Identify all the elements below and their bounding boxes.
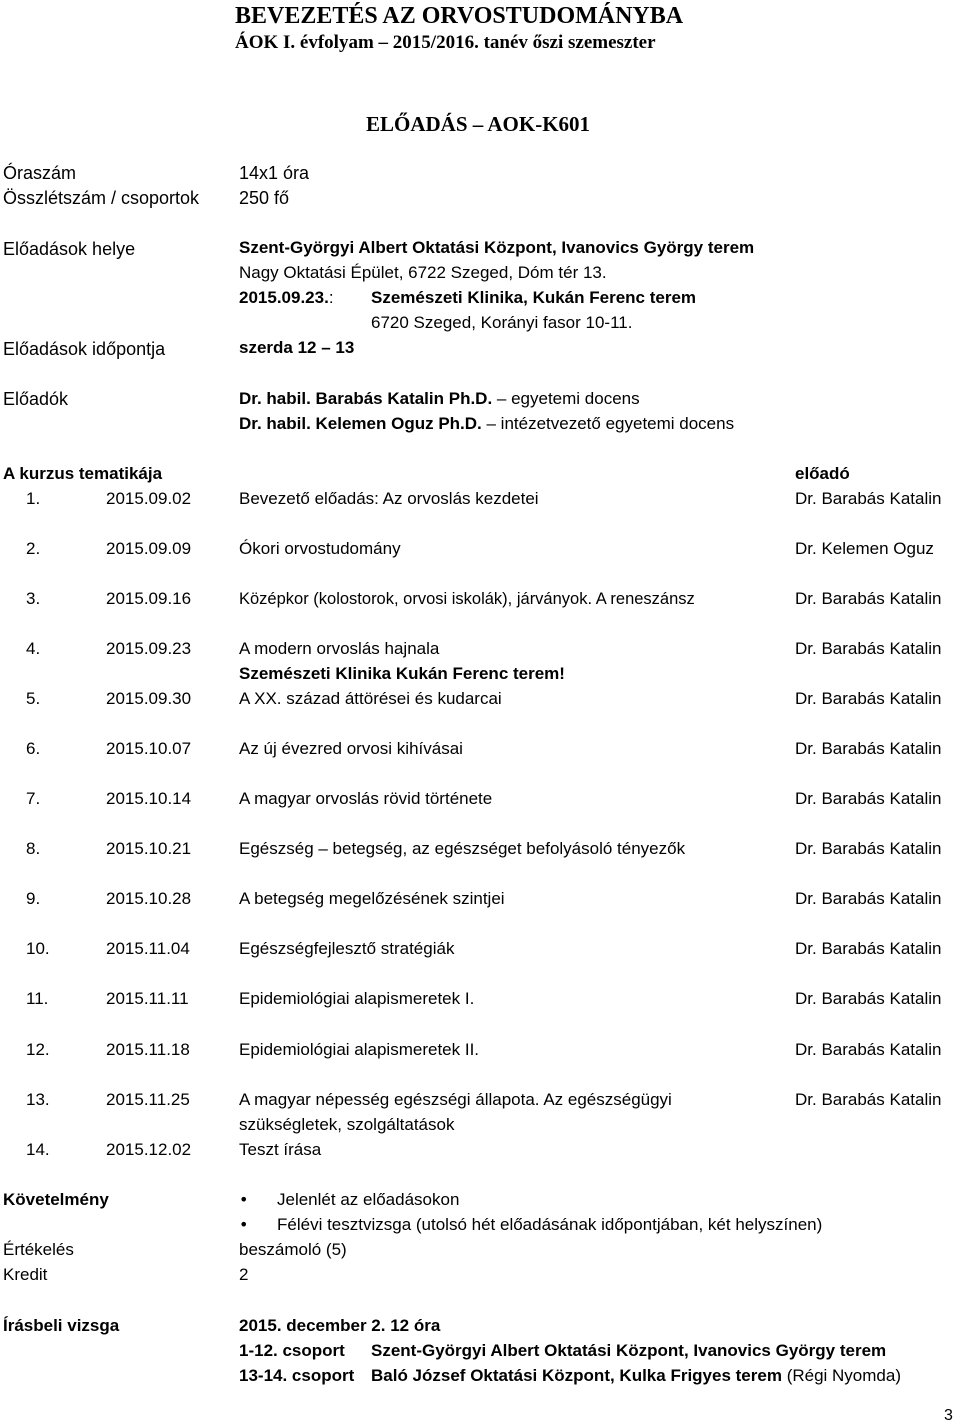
row-presenter: Dr. Barabás Katalin: [795, 739, 942, 758]
row-topic: Az új évezred orvosi kihívásai: [239, 739, 463, 758]
row-date: 2015.09.30: [106, 689, 192, 708]
requirement-item-2: Félévi tesztvizsga (utolsó hét előadásának időpontjában, két helyszínen): [277, 1215, 823, 1234]
row-num: 12.: [26, 1040, 50, 1059]
page-number: 3: [944, 1407, 953, 1424]
exam-group-2-label: 13-14. csoport: [239, 1366, 355, 1385]
row-num: 8.: [26, 839, 41, 858]
row-topic: Epidemiológiai alapismeretek I.: [239, 989, 475, 1008]
row-date: 2015.11.11: [106, 989, 189, 1008]
row-presenter: Dr. Barabás Katalin: [795, 689, 942, 708]
row-date: 2015.09.23: [106, 639, 192, 658]
row-presenter: Dr. Barabás Katalin: [795, 789, 942, 808]
osszletszam-value: 250 fő: [239, 188, 290, 208]
exam-label: Írásbeli vizsga: [3, 1316, 120, 1335]
row-num: 6.: [26, 739, 41, 758]
section-title: ELŐADÁS – AOK-K601: [366, 112, 591, 136]
row-topic: Középkor (kolostorok, orvosi iskolák), járványok. A reneszánsz: [239, 590, 695, 608]
presenter-heading: előadó: [795, 464, 850, 483]
row-presenter: Dr. Barabás Katalin: [795, 1040, 942, 1059]
helye-value-4: 6720 Szeged, Korányi fasor 10-11.: [371, 313, 633, 332]
row-date: 2015.09.16: [106, 589, 192, 608]
oraszam-value: 14x1 óra: [239, 163, 310, 183]
exam-group-2-place: Baló József Oktatási Központ, Kulka Frigyes terem: [371, 1366, 782, 1385]
eloadok-label: Előadók: [3, 389, 69, 409]
row-num: 7.: [26, 789, 41, 808]
oraszam-label: Óraszám: [3, 163, 77, 183]
helye-value-2: Nagy Oktatási Épület, 6722 Szeged, Dóm tér 13.: [239, 263, 607, 282]
idopont-label: Előadások időpontja: [3, 339, 166, 359]
row-presenter: Dr. Barabás Katalin: [795, 889, 942, 908]
row-date: 2015.11.25: [106, 1090, 190, 1109]
row-presenter: Dr. Barabás Katalin: [795, 839, 942, 858]
row-num: 1.: [26, 489, 41, 508]
schedule-heading: A kurzus tematikája: [3, 464, 163, 483]
row-num: 5.: [26, 689, 41, 708]
row-presenter: Dr. Barabás Katalin: [795, 1090, 942, 1109]
row-num: 2.: [26, 539, 41, 558]
helye-date: 2015.09.23.: [239, 288, 329, 307]
row-num: 14.: [26, 1140, 50, 1159]
requirement-item-1: Jelenlét az előadásokon: [277, 1190, 460, 1209]
helye-value-1: Szent-Györgyi Albert Oktatási Központ, Ivanovics György terem: [239, 238, 755, 257]
requirements-label: Követelmény: [3, 1190, 109, 1209]
row-num: 9.: [26, 889, 41, 908]
eloado-1-title: – egyetemi docens: [496, 389, 640, 408]
ertekeles-label: Értékelés: [3, 1240, 74, 1259]
row-topic: Bevezető előadás: Az orvoslás kezdetei: [239, 489, 539, 508]
row-presenter: Dr. Barabás Katalin: [795, 989, 942, 1008]
row-topic: Egészségfejlesztő stratégiák: [239, 939, 455, 958]
row-num: 10.: [26, 939, 50, 958]
exam-group-2-note: (Régi Nyomda): [786, 1366, 901, 1385]
row-date: 2015.09.09: [106, 539, 192, 558]
row-num: 4.: [26, 639, 41, 658]
row-num: 3.: [26, 589, 41, 608]
eloado-1-name: Dr. habil. Barabás Katalin Ph.D.: [239, 389, 493, 408]
ertekeles-value: beszámoló (5): [239, 1240, 347, 1259]
row-date: 2015.12.02: [106, 1140, 192, 1159]
row-date: 2015.11.18: [106, 1040, 190, 1059]
eloado-2: [239, 414, 734, 434]
row-presenter: Dr. Barabás Katalin: [795, 939, 942, 958]
row-presenter: Dr. Barabás Katalin: [795, 639, 942, 658]
eloado-1: [239, 389, 640, 409]
row-num: 13.: [26, 1090, 50, 1109]
row-topic: A betegség megelőzésének szintjei: [239, 889, 505, 908]
row-topic: Egészség – betegség, az egészséget befolyásoló tényezők: [239, 839, 686, 858]
row-topic: A magyar népesség egészségi állapota. Az egészségügyi: [239, 1090, 672, 1109]
row-date: 2015.10.07: [106, 739, 192, 758]
row-topic: Teszt írása: [239, 1140, 322, 1159]
row-topic-line-2: szükségletek, szolgáltatások: [239, 1115, 455, 1134]
row-topic: A magyar orvoslás rövid története: [239, 789, 493, 808]
helye-label: Előadások helye: [3, 239, 136, 259]
row-presenter: Dr. Barabás Katalin: [795, 489, 942, 508]
bullet-icon: •: [239, 1190, 249, 1209]
row-date: 2015.10.21: [106, 839, 192, 858]
kredit-label: Kredit: [3, 1265, 48, 1284]
exam-datetime: 2015. december 2. 12 óra: [239, 1316, 441, 1335]
row-num: 11.: [26, 989, 49, 1008]
helye-colon: :: [328, 288, 334, 307]
idopont-value: szerda 12 – 13: [239, 338, 355, 357]
exam-group-1-label: 1-12. csoport: [239, 1341, 345, 1360]
row-presenter: Dr. Barabás Katalin: [795, 589, 942, 608]
helye-date-line: [239, 288, 334, 308]
bullet-icon: •: [239, 1215, 249, 1234]
row-note: Szemészeti Klinika Kukán Ferenc terem!: [239, 664, 565, 683]
row-date: 2015.11.04: [106, 939, 190, 958]
row-topic: A modern orvoslás hajnala: [239, 639, 440, 658]
row-date: 2015.10.14: [106, 789, 192, 808]
row-topic: Ókori orvostudomány: [239, 539, 401, 558]
kredit-value: 2: [239, 1265, 249, 1284]
exam-group-1-place: Szent-Györgyi Albert Oktatási Központ, Ivanovics György terem: [371, 1341, 887, 1360]
eloado-2-name: Dr. habil. Kelemen Oguz Ph.D.: [239, 414, 482, 433]
eloado-2-title: – intézetvezető egyetemi docens: [486, 414, 735, 433]
row-date: 2015.09.02: [106, 489, 192, 508]
row-topic: A XX. század áttörései és kudarcai: [239, 689, 502, 708]
row-date: 2015.10.28: [106, 889, 192, 908]
helye-value-3: Szemészeti Klinika, Kukán Ferenc terem: [371, 288, 697, 307]
row-topic: Epidemiológiai alapismeretek II.: [239, 1040, 480, 1059]
exam-group-2-line: [371, 1366, 901, 1386]
osszletszam-label: Összlétszám / csoportok: [3, 188, 200, 208]
document-title: BEVEZETÉS AZ ORVOSTUDOMÁNYBA: [235, 3, 684, 29]
row-presenter: Dr. Kelemen Oguz: [795, 539, 934, 558]
document-subtitle: ÁOK I. évfolyam – 2015/2016. tanév őszi szemeszter: [235, 32, 656, 53]
